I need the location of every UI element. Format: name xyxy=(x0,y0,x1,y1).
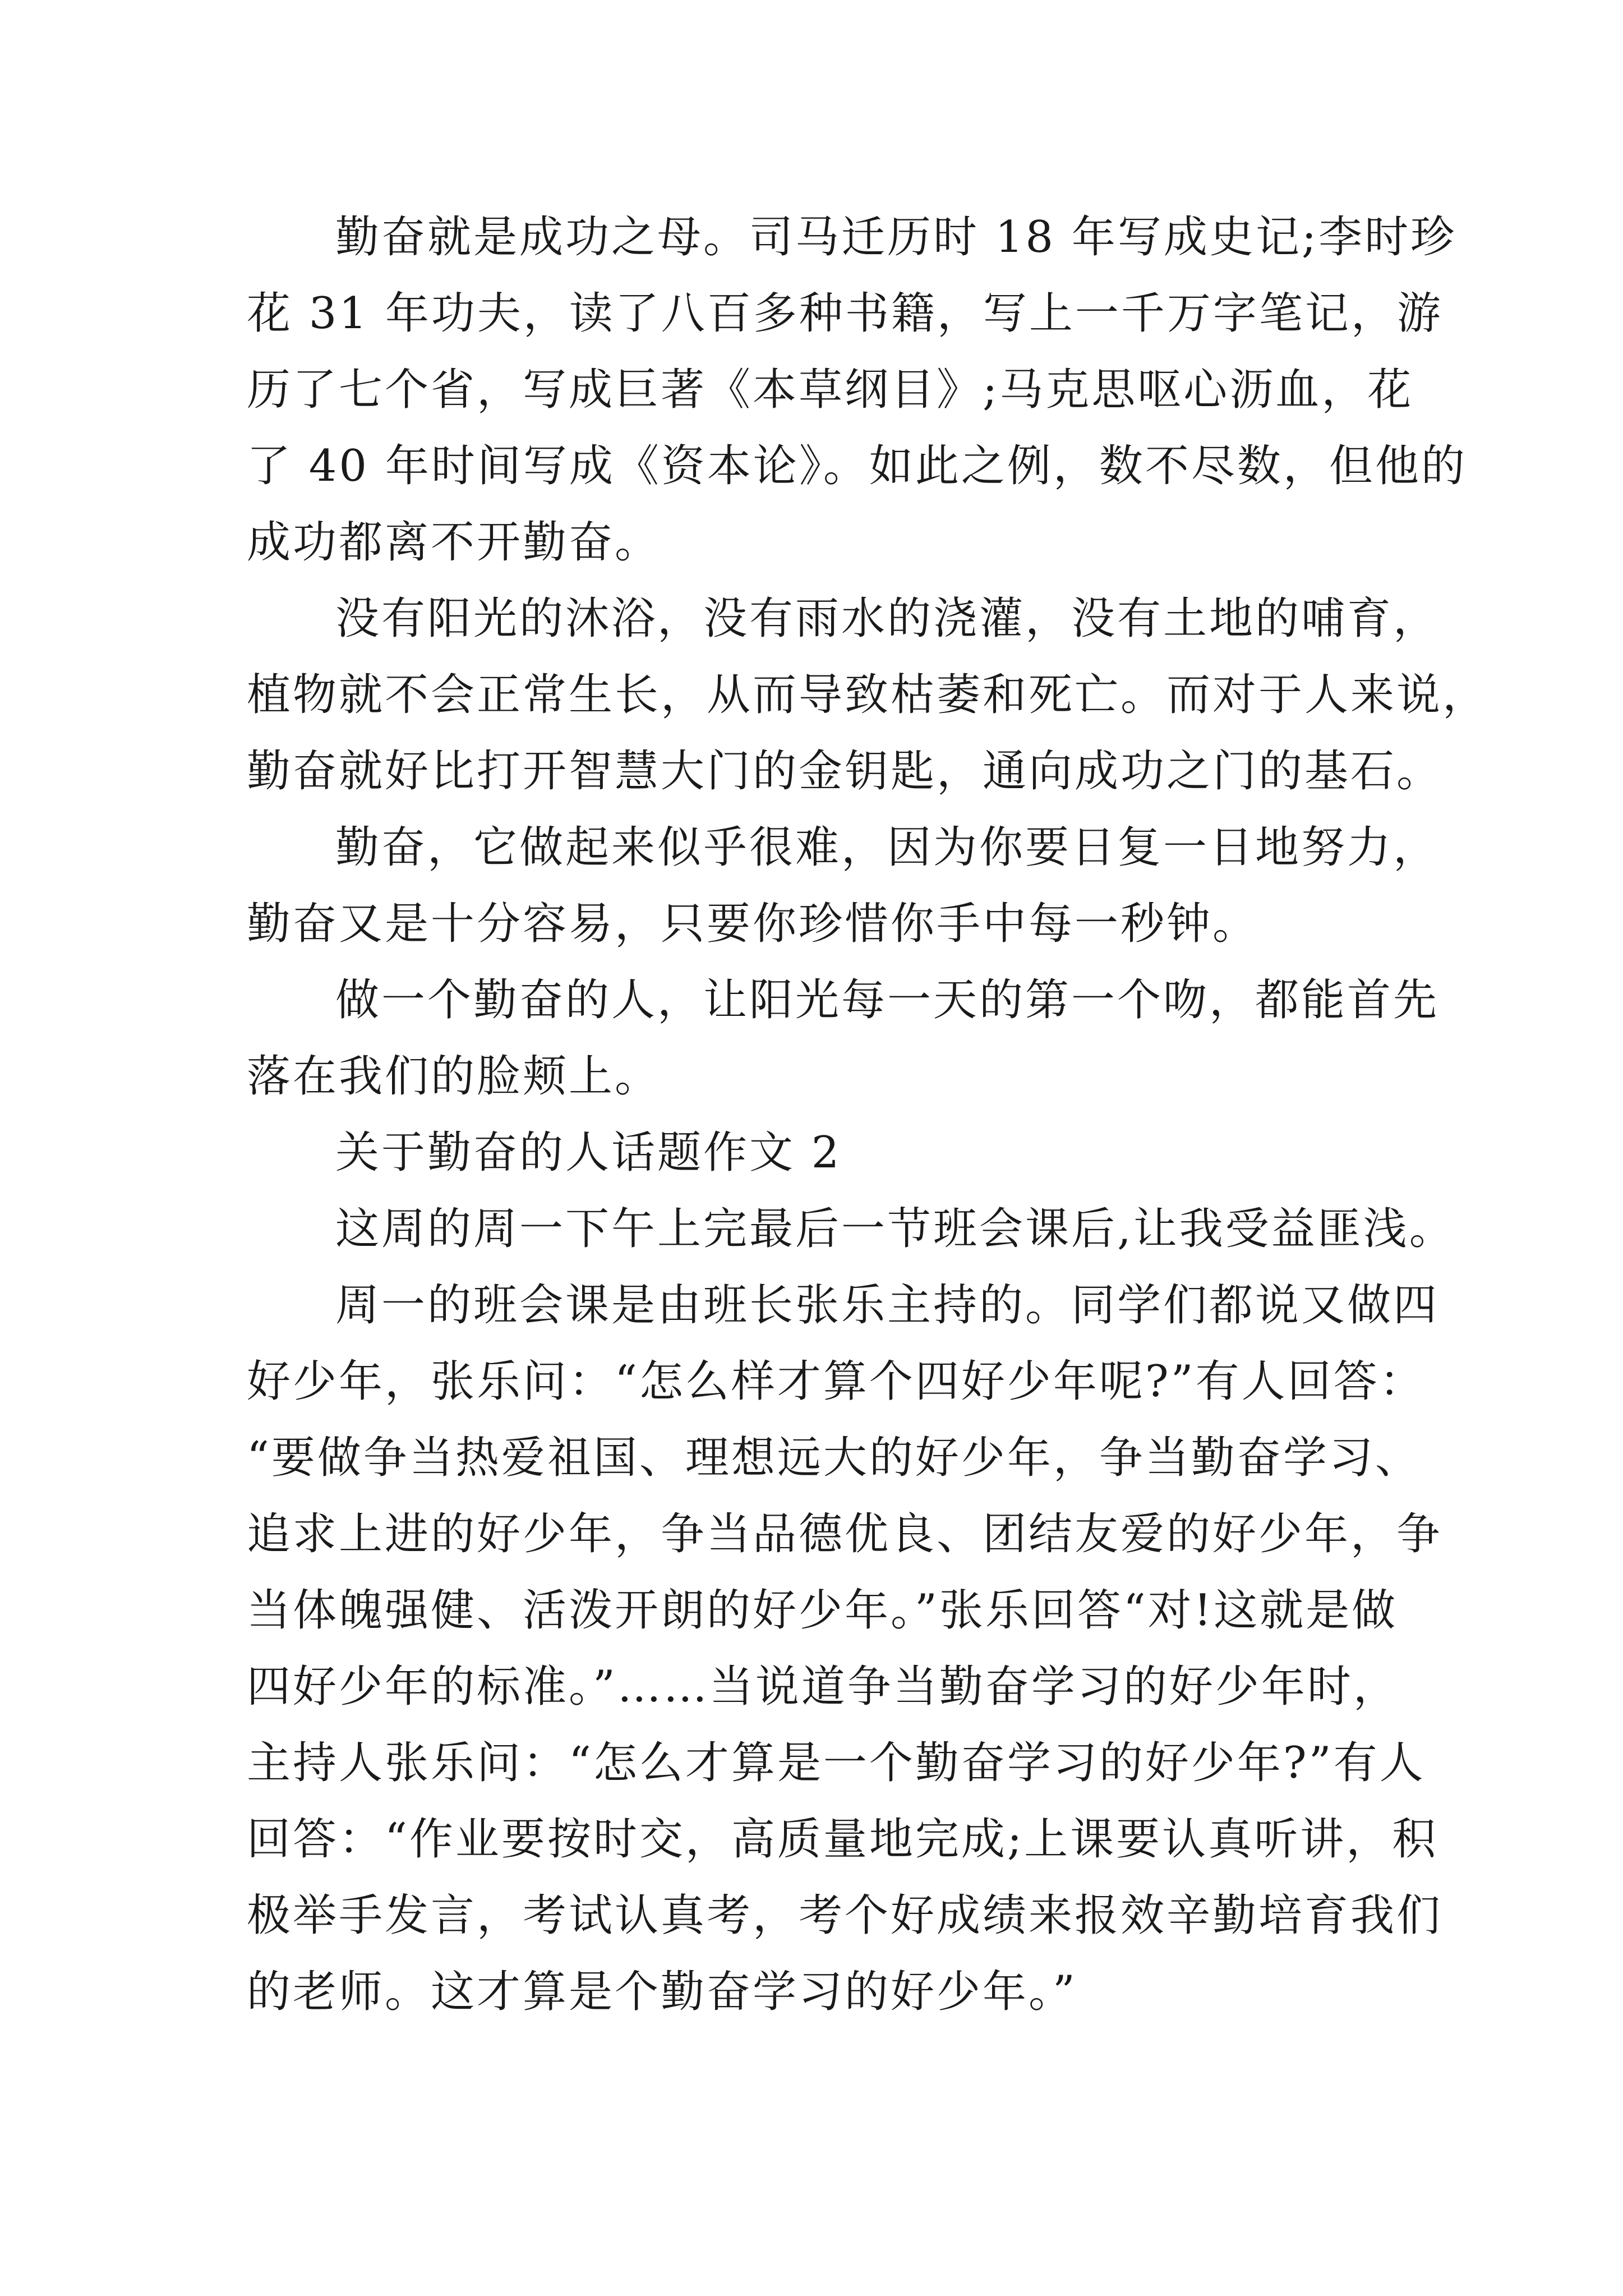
text-line: 成功都离不开勤奋。 xyxy=(247,517,661,568)
text-line: 花 31 年功夫，读了八百多种书籍，写上一千万字笔记，游 xyxy=(247,288,1443,339)
text-line: 勤奋就好比打开智慧大门的金钥匙，通向成功之门的基石。 xyxy=(247,746,1443,797)
text-line: 当体魄强健、活泼开朗的好少年。”张乐回答“对!这就是做 xyxy=(247,1585,1398,1636)
text-line: 这周的周一下午上完最后一节班会课后,让我受益匪浅。 xyxy=(335,1204,1455,1254)
text-line: 勤奋就是成功之母。司马迁历时 18 年写成史记;李时珍 xyxy=(335,212,1457,263)
document-body xyxy=(247,199,1489,2030)
text-line: 落在我们的脸颊上。 xyxy=(247,1051,661,1102)
text-line: 极举手发言，考试认真考，考个好成绩来报效辛勤培育我们 xyxy=(247,1890,1443,1941)
section-heading: 关于勤奋的人话题作文 2 xyxy=(335,1128,842,1178)
text-line: 没有阳光的沐浴，没有雨水的浇灌，没有土地的哺育， xyxy=(335,593,1440,644)
text-line: 了 40 年时间写成《资本论》。如此之例，数不尽数，但他的 xyxy=(247,441,1467,491)
text-line: 历了七个省，写成巨著《本草纲目》;马克思呕心沥血，花 xyxy=(247,365,1414,415)
text-line: 周一的班会课是由班长张乐主持的。同学们都说又做四 xyxy=(335,1280,1440,1331)
text-line: 好少年，张乐问：“怎么样才算个四好少年呢?”有人回答： xyxy=(247,1356,1426,1407)
text-line: 回答：“作业要按时交，高质量地完成;上课要认真听讲，积 xyxy=(247,1814,1438,1865)
text-line: 追求上进的好少年，争当品德优良、团结友爱的好少年，争 xyxy=(247,1509,1443,1559)
text-line: 植物就不会正常生长，从而导致枯萎和死亡。而对于人来说， xyxy=(247,670,1489,720)
text-line: 勤奋又是十分容易，只要你珍惜你手中每一秒钟。 xyxy=(247,899,1259,949)
text-line: “要做争当热爱祖国、理想远大的好少年，争当勤奋学习、 xyxy=(247,1433,1421,1483)
text-line: 的老师。这才算是个勤奋学习的好少年。” xyxy=(247,1967,1077,2017)
text-line: 勤奋，它做起来似乎很难，因为你要日复一日地努力， xyxy=(335,822,1440,873)
text-line: 主持人张乐问：“怎么才算是一个勤奋学习的好少年?”有人 xyxy=(247,1738,1426,1788)
text-line: 四好少年的标准。”……当说道争当勤奋学习的好少年时， xyxy=(247,1662,1399,1712)
text-line: 做一个勤奋的人，让阳光每一天的第一个吻，都能首先 xyxy=(335,975,1440,1025)
